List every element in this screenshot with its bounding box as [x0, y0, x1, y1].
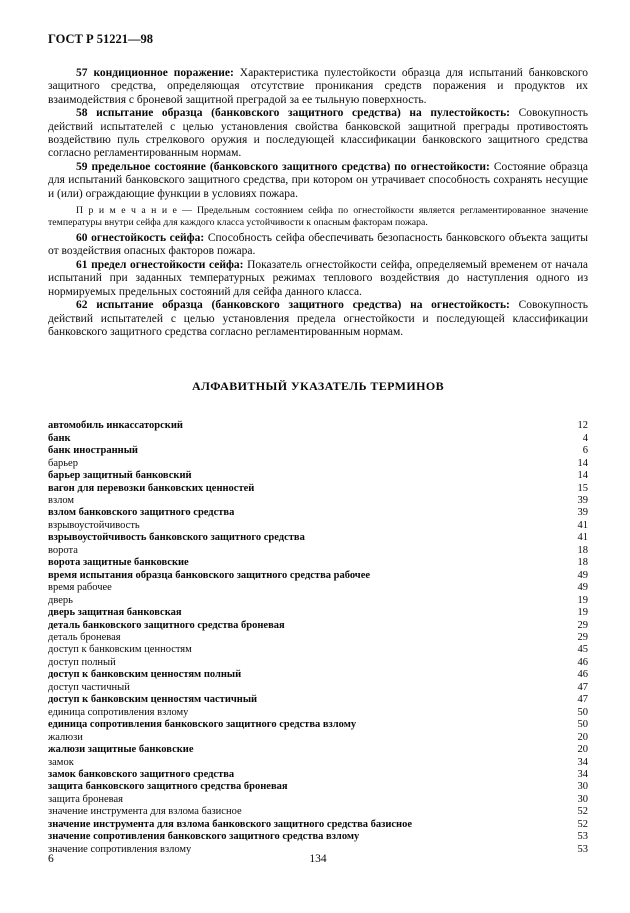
- index-term: взрывоустойчивость банковского защитного средства: [48, 532, 305, 544]
- definition-59: [48, 161, 588, 201]
- index-row: [48, 420, 588, 432]
- index-row: [48, 495, 588, 507]
- index-term-number: 4: [582, 432, 588, 444]
- index-row: [48, 831, 588, 843]
- index-row: [48, 819, 588, 831]
- index-term: взрывоустойчивость: [48, 519, 140, 531]
- index-term: барьер защитный банковский: [48, 470, 192, 482]
- term-definition: Состояние образца для испытаний банковского защитного средства, при котором он утрачивает способность сохранять несущие и (или) ограждающие функции в условиях пожара.: [48, 160, 588, 200]
- index-term: барьер: [48, 457, 78, 469]
- index-row: [48, 470, 588, 482]
- index-list: [48, 420, 588, 856]
- index-term-number: 53: [577, 831, 588, 843]
- index-row: [48, 582, 588, 594]
- index-term: банк: [48, 432, 71, 444]
- index-term-number: 50: [577, 719, 588, 731]
- index-row: [48, 607, 588, 619]
- page-number-left: 6: [48, 853, 54, 865]
- note-paragraph: [48, 205, 588, 228]
- index-term-number: 14: [577, 457, 588, 469]
- index-term-number: 19: [577, 594, 588, 606]
- index-term: защита банковского защитного средства броневая: [48, 781, 288, 793]
- index-term: значение инструмента для взлома базисное: [48, 806, 242, 818]
- note-label: П р и м е ч а н и е: [76, 205, 178, 217]
- definition-60: [48, 232, 588, 259]
- index-row: [48, 483, 588, 495]
- definition-61: [48, 259, 588, 299]
- index-row: [48, 620, 588, 632]
- index-term: деталь банковского защитного средства броневая: [48, 619, 285, 631]
- index-term: доступ полный: [48, 656, 116, 668]
- index-term-number: 47: [577, 681, 588, 693]
- index-term: время испытания образца банковского защитного средства рабочее: [48, 569, 371, 581]
- page-footer: [48, 853, 588, 867]
- index-row: [48, 595, 588, 607]
- index-term-number: 39: [577, 507, 588, 519]
- index-row: [48, 570, 588, 582]
- index-term-number: 14: [577, 470, 588, 482]
- index-term-number: 41: [577, 519, 588, 531]
- index-term-number: 41: [577, 532, 588, 544]
- index-term-number: 6: [582, 445, 588, 457]
- definition-57: [48, 67, 588, 107]
- index-row: [48, 757, 588, 769]
- index-term-number: 52: [577, 818, 588, 830]
- index-term: дверь: [48, 594, 73, 606]
- term-number: 57: [76, 67, 88, 79]
- index-term-number: 50: [577, 706, 588, 718]
- term-name: испытание образца (банковского защитного средства) на пулестойкость:: [96, 107, 510, 120]
- index-term-number: 12: [577, 420, 588, 432]
- term-number: 59: [76, 160, 88, 173]
- index-row: [48, 433, 588, 445]
- index-row: [48, 532, 588, 544]
- term-definition: Способность сейфа обеспечивать безопасность банковского объекта защиты от воздействия опасных факторов пожара.: [48, 232, 589, 258]
- index-term-number: 15: [577, 482, 588, 494]
- index-title: АЛФАВИТНЫЙ УКАЗАТЕЛЬ ТЕРМИНОВ: [191, 379, 445, 394]
- index-term: доступ к банковским ценностям частичный: [48, 694, 258, 706]
- index-term-number: 47: [577, 694, 588, 706]
- index-row: [48, 557, 588, 569]
- index-term-number: 20: [577, 731, 588, 743]
- index-row: [48, 732, 588, 744]
- index-term-number: 29: [577, 632, 588, 644]
- index-term-number: 39: [577, 495, 588, 507]
- index-term-number: 46: [577, 669, 588, 681]
- index-term-number: 49: [577, 569, 588, 581]
- term-name: предел огнестойкости сейфа:: [91, 258, 244, 271]
- index-row: [48, 458, 588, 470]
- term-name: испытание образца (банковского защитного средства) на огнестойкость:: [96, 299, 510, 312]
- index-row: [48, 806, 588, 818]
- index-row: [48, 694, 588, 706]
- note-text: — Предельным состоянием сейфа по огнестойкости является регламентированное значение температуры внутри сейфа для каждого класса устойчивости к опасным факторам пожара.: [48, 205, 588, 228]
- index-term: значение сопротивления банковского защитного средства взлому: [48, 831, 360, 843]
- index-term: банк иностранный: [48, 445, 138, 457]
- index-term: единица сопротивления взлому: [48, 706, 189, 718]
- index-row: [48, 719, 588, 731]
- term-number: 58: [76, 107, 88, 120]
- index-term-number: 18: [577, 557, 588, 569]
- index-row: [48, 744, 588, 756]
- index-term: деталь броневая: [48, 632, 121, 644]
- index-term: значение сопротивления взлому: [48, 843, 192, 855]
- index-term: ворота: [48, 544, 78, 556]
- index-term: доступ к банковским ценностям полный: [48, 669, 242, 681]
- index-term-number: 46: [577, 656, 588, 668]
- index-term: замок: [48, 756, 74, 768]
- index-row: [48, 657, 588, 669]
- index-term: жалюзи: [48, 731, 83, 743]
- definition-58: [48, 107, 588, 161]
- term-definition: Совокупность действий испытателей с целью установления свойства банковской защитной преграды противостоять воздействию пуль стрелкового оружия и последующей классификации банковского защитного средства согласно регламентированным нормам.: [48, 107, 589, 160]
- index-row: [48, 545, 588, 557]
- index-term: значение инструмента для взлома банковского защитного средства базисное: [48, 818, 413, 830]
- index-term-number: 34: [577, 756, 588, 768]
- index-term: взлом: [48, 495, 75, 507]
- index-term: доступ к банковским ценностям: [48, 644, 192, 656]
- index-term: единица сопротивления банковского защитного средства взлому: [48, 719, 357, 731]
- index-row: [48, 445, 588, 457]
- index-term: взлом банковского защитного средства: [48, 507, 235, 519]
- term-definition: Совокупность действий испытателей с целью установления предела огнестойкости и последующей классификации банковского защитного средства согласно регламентированным нормам.: [48, 299, 588, 338]
- term-name: предельное состояние (банковского защитного средства) по огнестойкости:: [91, 160, 490, 173]
- index-row: [48, 520, 588, 532]
- index-term-number: 18: [577, 544, 588, 556]
- index-term: дверь защитная банковская: [48, 607, 182, 619]
- document-header-title: ГОСТ Р 51221—98: [48, 32, 154, 46]
- term-name: огнестойкость сейфа:: [91, 232, 205, 245]
- index-term-number: 53: [577, 843, 588, 855]
- index-row: [48, 669, 588, 681]
- index-row: [48, 632, 588, 644]
- index-row: [48, 707, 588, 719]
- index-term: защита броневая: [48, 793, 123, 805]
- term-name: кондиционное поражение:: [93, 67, 234, 79]
- index-row: [48, 794, 588, 806]
- term-number: 61: [76, 258, 88, 271]
- index-term: вагон для перевозки банковских ценностей: [48, 482, 255, 494]
- index-term: время рабочее: [48, 582, 112, 594]
- index-term-number: 52: [577, 806, 588, 818]
- term-definition: Показатель огнестойкости сейфа, определяемый временем от начала испытаний при заданных температурных режимах теплового воздействия до наступления одного из нормируемых предельных состояний для сейфа данного класса.: [48, 258, 589, 298]
- index-term: доступ частичный: [48, 681, 130, 693]
- term-number: 60: [76, 232, 88, 245]
- index-term: ворота защитные банковские: [48, 557, 189, 569]
- index-row: [48, 769, 588, 781]
- index-term-number: 29: [577, 619, 588, 631]
- index-term-number: 49: [577, 582, 588, 594]
- page-number-center: 134: [309, 853, 327, 865]
- term-number: 62: [76, 299, 88, 312]
- index-term: автомобиль инкассаторский: [48, 420, 183, 432]
- index-row: [48, 682, 588, 694]
- index-term-number: 20: [577, 744, 588, 756]
- index-row: [48, 507, 588, 519]
- index-term: жалюзи защитные банковские: [48, 744, 194, 756]
- definition-62: [48, 299, 588, 339]
- index-term: замок банковского защитного средства: [48, 769, 235, 780]
- index-row: [48, 644, 588, 656]
- index-term-number: 34: [577, 769, 588, 780]
- term-definition: Характеристика пулестойкости образца для испытаний банковского защитного средства, определяющая отсутствие проникания средств поражения и продуктов их взаимодействия с броневой защитной преградой за ее тыльную поверхность.: [48, 67, 589, 106]
- index-term-number: 30: [577, 793, 588, 805]
- index-row: [48, 781, 588, 793]
- index-term-number: 30: [577, 781, 588, 793]
- index-term-number: 19: [577, 607, 588, 619]
- index-term-number: 45: [577, 644, 588, 656]
